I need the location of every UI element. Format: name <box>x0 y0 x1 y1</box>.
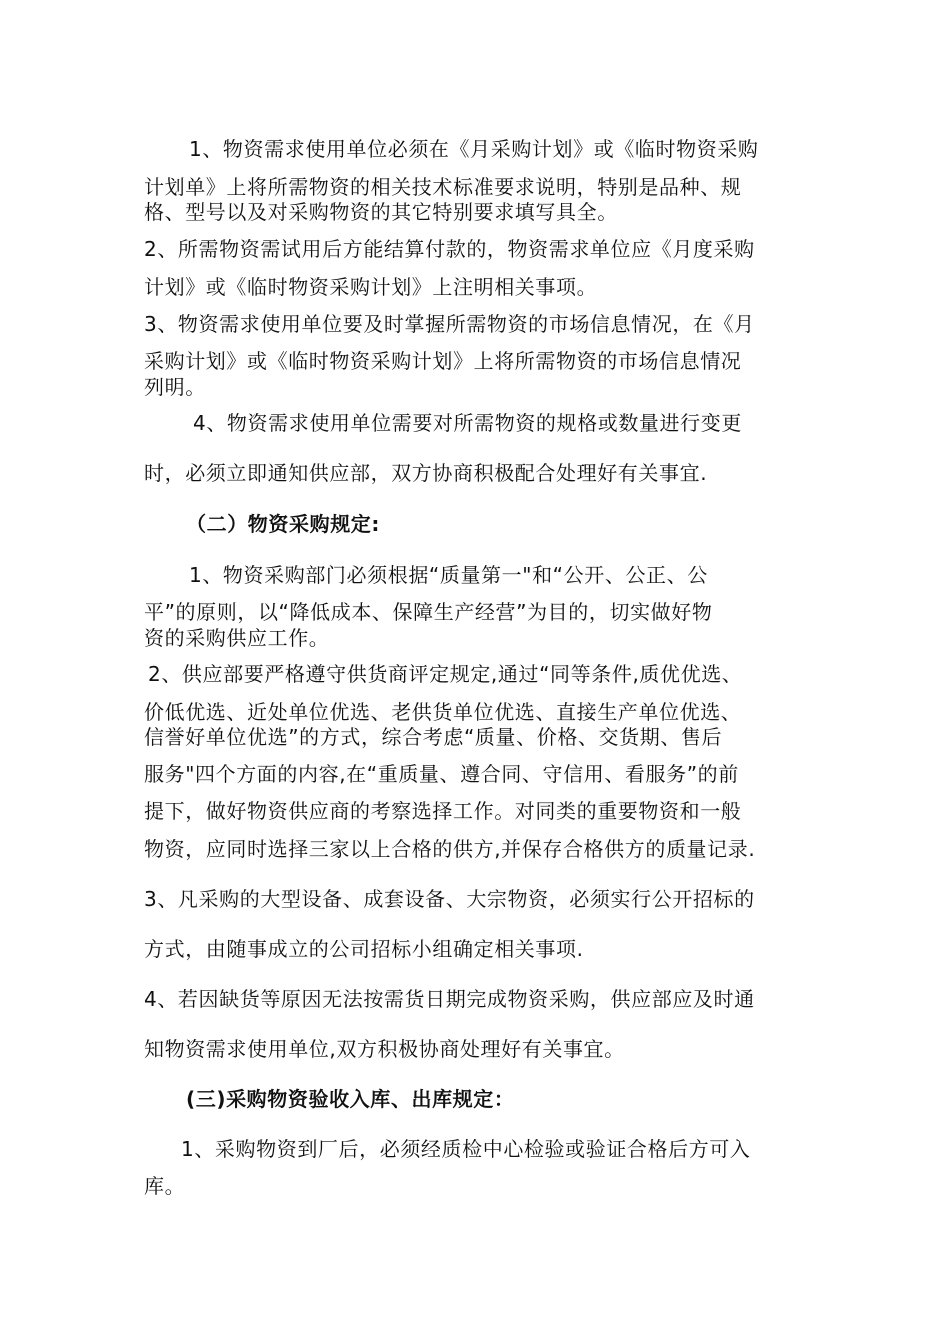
paragraph-line: 价低优选、近处单位优选、老供货单位优选、直接生产单位优选、 <box>144 700 742 724</box>
paragraph-line: 格、型号以及对采购物资的其它特别要求填写具全。 <box>144 200 618 224</box>
paragraph-line: 方式，由随事成立的公司招标小组确定相关事项. <box>144 937 584 961</box>
paragraph-line: 知物资需求使用单位,双方积极协商处理好有关事宜。 <box>144 1037 625 1061</box>
paragraph-line: 库。 <box>144 1174 186 1198</box>
paragraph-line: 计划单》上将所需物资的相关技术标准要求说明，特别是品种、规 <box>144 175 742 199</box>
section-heading: （二）物资采购规定: <box>186 512 380 536</box>
paragraph-line: 1、物资采购部门必须根据“质量第一"和“公开、公正、公 <box>189 563 708 587</box>
paragraph-line: 2、所需物资需试用后方能结算付款的，物资需求单位应《月度采购 <box>144 237 755 261</box>
paragraph-line: 计划》或《临时物资采购计划》上注明相关事项。 <box>144 275 598 299</box>
paragraph-line: 平”的原则，以“降低成本、保障生产经营”为目的，切实做好物 <box>144 600 713 624</box>
paragraph-line: 3、物资需求使用单位要及时掌握所需物资的市场信息情况，在《月 <box>144 312 755 336</box>
paragraph-line: 4、若因缺货等原因无法按需货日期完成物资采购，供应部应及时通 <box>144 987 755 1011</box>
paragraph-line: 资的采购供应工作。 <box>144 626 330 650</box>
paragraph-line: 2、供应部要严格遵守供货商评定规定,通过“同等条件,质优优选、 <box>148 662 743 686</box>
paragraph-line: 采购计划》或《临时物资采购计划》上将所需物资的市场信息情况 <box>144 349 742 373</box>
paragraph-line: 3、凡采购的大型设备、成套设备、大宗物资，必须实行公开招标的 <box>144 887 755 911</box>
paragraph-line: 时，必须立即通知供应部，双方协商积极配合处理好有关事宜. <box>144 461 708 485</box>
paragraph-line: 4、物资需求使用单位需要对所需物资的规格或数量进行变更 <box>193 411 742 435</box>
paragraph-line: 列明。 <box>144 375 206 399</box>
paragraph-line: 提下，做好物资供应商的考察选择工作。对同类的重要物资和一般 <box>144 799 742 823</box>
paragraph-line: 物资，应同时选择三家以上合格的供方,并保存合格供方的质量记录. <box>144 837 756 861</box>
paragraph-line: 服务"四个方面的内容,在“重质量、遵合同、守信用、看服务”的前 <box>144 762 739 786</box>
section-heading: (三)采购物资验收入库、出库规定： <box>186 1087 515 1111</box>
paragraph-line: 1、物资需求使用单位必须在《月采购计划》或《临时物资采购 <box>189 137 759 161</box>
paragraph-line: 信誉好单位优选”的方式，综合考虑“质量、价格、交货期、售后 <box>144 725 723 749</box>
paragraph-line: 1、采购物资到厂后，必须经质检中心检验或验证合格后方可入 <box>181 1137 751 1161</box>
